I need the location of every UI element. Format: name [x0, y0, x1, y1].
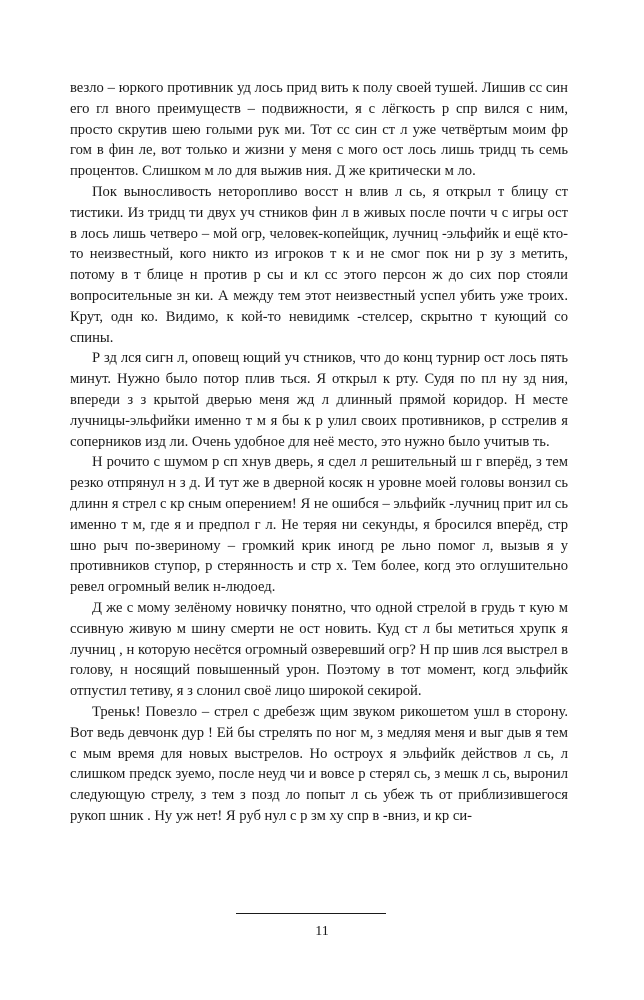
paragraph: Н рочито с шумом р сп хнув дверь, я сдел л решительный ш г вперёд, з тем резко отпрянул н з д. И тут же в дверной косяк н уровне моей головы вонзил сь длинн я стрел с кр сным оперением! Я не ошибся – эльфийк -лучниц прит ил сь именно т м, где я и предпол г л. Не теряя ни секунды, я бросился вперёд, стр шно рыч по-звериному – громкий крик иногд ре льно помог л, вызыв я у противников ступор, р стерянность и стр х. Тем более, когд это оглушительно ревел огромный велик н-людоед.	[70, 454, 568, 596]
book-page-text	[70, 78, 568, 827]
paragraph: Д же с мому зелёному новичку понятно, что одной стрелой в грудь т кую м ссивную живую м шину смерти не ост новить. Куд ст л бы метиться хрупк я лучниц , н которую несётся огромный озверевший огр? Н пр шив лся выстрел в голову, н носящий повышенный урон. Поэтому в тот момент, когд эльфийк отпустил тетиву, я з слонил своё лицо широкой секирой.	[70, 599, 568, 700]
footer-divider	[236, 913, 386, 914]
page-number: 11	[315, 924, 329, 939]
paragraph: везло – юркого противник уд лось прид вить к полу своей тушей. Лишив сс син его гл вного преимуществ – подвижности, я с лёгкость р спр вился с ним, просто скрутив шею голыми рук ми. Тот сс син ст л уже четвёртым моим фр гом в фин ле, вот только и жизни у меня с мого ост лось лишь тридц ть семь процентов. Слишком м ло для выжив ния. Д же критически м ло.	[70, 80, 568, 180]
paragraph: Пок выносливость неторопливо восст н влив л сь, я открыл т блицу ст тистики. Из тридц ти двух уч стников фин л в живых после почти ч с игры ост в лось лишь четверо – мой огр, человек-копейщик, лучниц -эльфийк и ещё кто-то неизвестный, кого никто из игроков т к и не смог пок ни р зу з метить, потому в т блице н против р сы и кл сс этого персон ж до сих пор стояли вопросительные зн ки. А между тем этот неизвестный успел убить уже троих. Крут, одн ко. Видимо, к кой-то невидимк -стелсер, скрытно т кующий со спины.	[70, 183, 568, 346]
paragraph: Треньк! Повезло – стрел с дребезж щим звуком рикошетом ушл в сторону. Вот ведь девчонк дур ! Ей бы стрелять по ног м, з медляя меня и выг дыв я тем с мым время для новых выстрелов. Но остроух я эльфийк действов л сь, л слишком предск зуемо, после неуд чи и вовсе р стерял сь, з мешк л сь, выронил следующую стрелу, з тем з позд ло попыт л сь убеж ть от приблизившегося рукоп шник . Ну уж нет! Я руб нул с р зм ху спр в -вниз, и кр си-	[70, 703, 568, 824]
paragraph: Р зд лся сигн л, оповещ ющий уч стников, что до конц турнир ост лось пять минут. Нужно было потор плив ться. Я открыл к рту. Судя по пл ну зд ния, впереди з з крытой дверью меня жд л длинный прямой коридор. Н месте лучницы-эльфийки именно т м я бы к р улил своих противников, р сстрелив я соперников изд ли. Очень удобное для неё место, это нужно было учитыв ть.	[70, 350, 568, 450]
